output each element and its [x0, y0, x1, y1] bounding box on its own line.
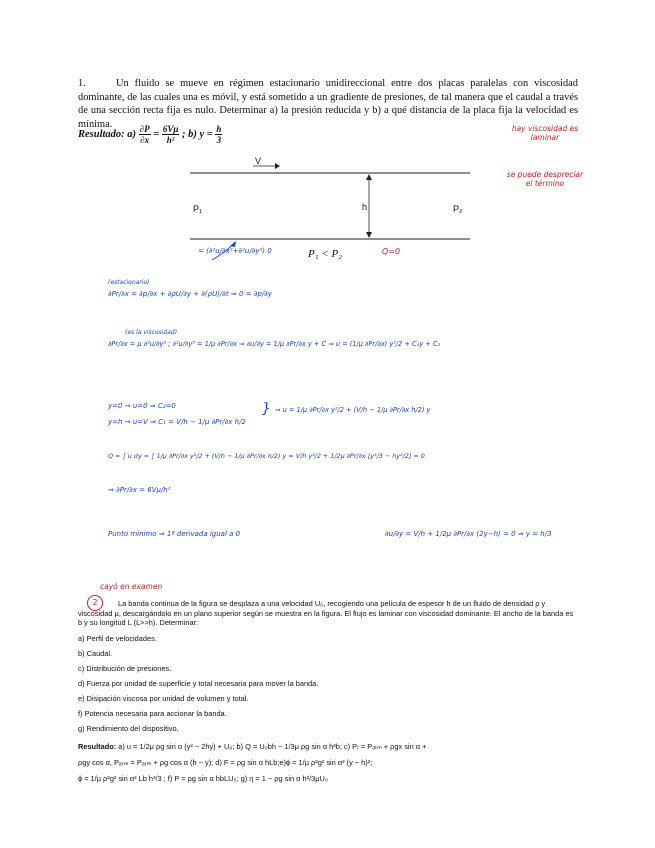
problem2-item-b: b) Caudal.	[78, 649, 113, 658]
handwritten-eq2: ∂Pr/∂x = μ ∂²u/∂y² ; ∂²u/∂y² = 1/μ ∂Pr/∂x ⇒ ∂u/∂y = 1/μ ∂Pr/∂x y + C ⇒ u = (1/μ ∂Pr/∂x) y²/2 + C₁y + C₂	[108, 340, 441, 348]
handwritten-top-note: = (∂²u/∂x²+∂²u/∂y²) 0	[198, 247, 272, 255]
handwritten-result: ⇒ ∂Pr/∂x = 6Vμ/h²	[108, 486, 171, 494]
flow-zero-label: Q=0	[382, 247, 401, 256]
height-arrow-up-icon	[366, 174, 372, 180]
problem1-result-label: Resultado: a)	[78, 128, 137, 140]
problem2-text: La banda continua de la figura se desplaza a una velocidad U₀, recogiendo una película de espesor h de un fluido de densidad ρ y viscosidad μ, descargándolo en un plano superior según se muestra en la figura. El flujo es laminar con viscosidad dominante. El ancho de la banda es b y su longitud L (L>>h). Determinar:	[78, 599, 574, 628]
problem2-item-c: c) Distribución de presiones.	[78, 664, 172, 673]
handwritten-flow-eq: Q = ∫ u dy = ∫ 1/μ ∂Pr/∂x y²/2 + (V/h − 1/μ ∂Pr/∂x h/2) y = V/h y²/2 + 1/2μ ∂Pr/∂x [y³/3 − hy²/2] = 0	[108, 452, 425, 460]
brace-icon: }	[262, 401, 271, 417]
handwritten-min-note: Punto mínimo ⇒ 1ª derivada igual a 0	[108, 530, 241, 538]
handwritten-note-viscosity: hay viscosidad es laminar	[511, 124, 579, 142]
velocity-label: V	[255, 156, 262, 166]
circled-problem-number: 2	[87, 595, 103, 611]
problem2-result-line1: a) u = 1/2μ ρg sin α (y² − 2hy) + U₀; b) Q = U₀bh − 1/3μ ρg sin α h³b; c) Pᵣ = Pₐₜₘ + ρgx sin α +	[118, 742, 427, 751]
problem2-item-e: e) Disipación viscosa por unidad de volumen y total.	[78, 694, 249, 703]
height-arrow-down-icon	[366, 232, 372, 238]
problem2-item-g: g) Rendimiento del dispositivo.	[78, 724, 179, 733]
problem2-result-line3: ϕ = 1/μ ρ²g² sin α² Lb h³/3 ; f) P = ρg sin α hbLU₀; g) η = 1 − ρg sin α h²/3μU₀	[78, 774, 328, 783]
velocity-arrowhead-icon	[275, 163, 280, 169]
height-label: h	[362, 202, 368, 212]
problem1-result: Resultado: a) $\frac{\partial P}{\partial x}$ = $\frac{6V\mu}{\text{h²}}$ ; b) y = $\frac{h}{3}$	[78, 124, 222, 145]
fraction-dpr-dx: $\frac{\partial P}{\partial x}$	[139, 124, 150, 145]
handwritten-exam-note: cayó en examen	[100, 582, 163, 591]
handwritten-eq1: ∂Pr/∂x = ∂p/∂x + ∂ρU/∂y + ∂(ρU)/∂t ⇒ 0 = ∂p/∂y	[108, 290, 272, 298]
handwritten-bc2: y=h → u=V ⇒ C₁ = V/h − 1/μ ∂Pr/∂x h/2	[108, 418, 246, 426]
pressure-p2-label: P₂	[453, 204, 463, 214]
pressure-condition: P₁ < P₂	[308, 248, 343, 260]
problem2-item-a: a) Perfil de velocidades.	[78, 634, 157, 643]
problem2-statement	[78, 599, 578, 628]
fraction-h-3: $\frac{h}{3}$	[216, 124, 222, 145]
pressure-p1-label: P₁	[193, 204, 203, 214]
handwritten-min-eq: ∂u/∂y = V/h + 1/2μ ∂Pr/∂x (2y−h) = 0 ⇒ y = h/3	[385, 530, 552, 538]
handwritten-label-viscosity: (es la viscosidad)	[125, 329, 178, 336]
problem2-result-line2: ρgy cos α, Pₐₜₘ = Pₐₜₘ + ρg cos α (h − y); d) F = ρg sin α hLb;e)ϕ = 1/μ ρ²g² sin α² (y − h)²;	[78, 758, 373, 767]
handwritten-note-neglect: se puede despreciar el término	[506, 170, 584, 188]
problem2-item-f: f) Potencia necesaria para accionar la banda.	[78, 709, 227, 718]
handwritten-bc1: y=0 → u=0 ⇒ C₂=0	[108, 402, 176, 410]
fraction-6vmu-h2: $\frac{6V\mu}{\text{h²}}$	[162, 124, 179, 145]
problem1-number: 1.	[78, 78, 86, 89]
problem2-result-label: Resultado:	[78, 742, 117, 751]
problem2-item-d: d) Fuerza por unidad de superficie y total necesaria para mover la banda.	[78, 679, 319, 688]
handwritten-label-stationary: (estacionario)	[108, 279, 150, 286]
problem2-result	[78, 739, 578, 787]
problem1-text: Un fluido se mueve en régimen estacionario unidireccional entre dos placas paralelas con viscosidad dominante, de las cuales una es móvil, y está sometido a un gradiente de presiones, de tal manera que el caudal a través de una sección recta fija es nulo. Determinar a) la presión reducida y b) a qué distancia de la placa fija la velocidad es mínima.	[78, 78, 578, 130]
problem1-statement	[78, 77, 578, 131]
handwritten-solution: ⇒ u = 1/μ ∂Pr/∂x y²/2 + (V/h − 1/μ ∂Pr/∂x h/2) y	[275, 406, 431, 414]
